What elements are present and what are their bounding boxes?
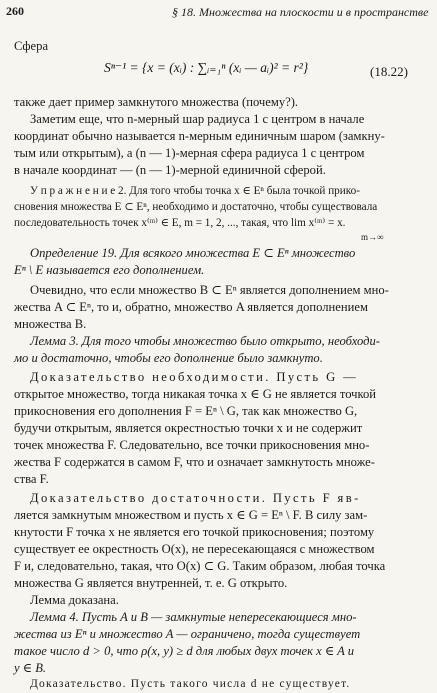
text-line: множества B.	[14, 317, 87, 331]
text-line: существует ее окрестность O(x), не пересекающаяся с множеством	[14, 542, 375, 556]
text-line: также дает пример замкнутого множества (почему?).	[14, 95, 299, 109]
text-line: ства F.	[14, 472, 49, 486]
sphere-formula: Sⁿ⁻¹ = {x = (xᵢ) : ∑ᵢ₌₁ⁿ (xᵢ — aᵢ)² = r²}	[104, 60, 309, 75]
sphere-label: Сфера	[14, 39, 49, 53]
exercise-line: последовательность точек x⁽ᵐ⁾ ∈ E, m = 1, 2, ..., такая, что lim x⁽ᵐ⁾ = x.	[14, 217, 346, 229]
text-line: координат обычно называется n-мерным единичным шаром (замкну-	[14, 129, 385, 143]
running-title: § 18. Множества на плоскости и в пространстве	[172, 5, 429, 19]
text-line: Лемма доказана.	[30, 593, 119, 607]
text-line: открытое множество, тогда никакая точка x ∈ G не является точкой	[14, 387, 377, 401]
lemma-line: Лемма 4. Пусть A и B — замкнутые непересекающиеся мно-	[30, 610, 357, 624]
text-line: Доказательство. Пусть такого числа d не существует.	[30, 678, 351, 690]
text-line: Очевидно, что если множество B ⊂ Eⁿ является дополнением мно-	[30, 283, 389, 297]
text-line: ляется замкнутым множеством и пусть x ∈ G = Eⁿ \ F. В силу зам-	[14, 508, 368, 522]
text-line: жества A ⊂ Eⁿ, то и, обратно, множество A является дополнением	[14, 300, 368, 314]
page-number: 260	[6, 4, 24, 18]
lemma-line: y ∈ B.	[14, 661, 47, 675]
text-line: кнутости F точка x не является его точкой прикосновения; поэтому	[14, 525, 375, 539]
proof-heading-line: Доказательство достаточности. Пусть F яв-	[30, 491, 361, 505]
lemma-line: жества из Eⁿ и множество A — ограничено, тогда существует	[14, 627, 361, 641]
text-line: Заметим еще, что n-мерный шар радиуса 1 с центром в начале	[30, 112, 365, 126]
text-line: точек множества F. Следовательно, все точки прикосновения мно-	[14, 438, 370, 452]
text-line: в начале координат — (n — 1)-мерной единичной сферой.	[14, 163, 326, 177]
definition-line: Определение 19. Для всякого множества E ⊂ Eⁿ множество	[30, 246, 356, 260]
proof-heading-line: Доказательство необходимости. Пусть G —	[30, 370, 359, 384]
definition-line: Eⁿ \ E называется его дополнением.	[14, 263, 205, 277]
limit-subscript: m→∞	[361, 232, 384, 242]
text-line: F и, следовательно, такая, что O(x) ⊂ G. Таким образом, любая точка	[14, 559, 386, 573]
lemma-line: мо и достаточно, чтобы его дополнение было замкнуто.	[14, 351, 323, 365]
exercise-line: сновения множества E ⊂ Eⁿ, необходимо и достаточно, чтобы существовала	[14, 201, 378, 213]
lemma-line: Лемма 3. Для того чтобы множество было открыто, необходи-	[30, 334, 380, 348]
text-line: будучи открытым, является окрестностью точки x и не содержит	[14, 421, 363, 435]
text-line: жества F содержатся в самом F, что и означает замкнутость множе-	[14, 455, 375, 469]
lemma-line: такое число d > 0, что ρ(x, y) ≥ d для любых двух точек x ∈ A и	[14, 644, 355, 658]
text-line: прикосновения его дополнения F = Eⁿ \ G, так как множество G,	[14, 404, 358, 418]
text-line: тым или открытым), а (n — 1)-мерная сфера радиуса 1 с центром	[14, 146, 365, 160]
exercise-line: У п р а ж н е н и е 2. Для того чтобы точка x ∈ Eⁿ была точкой прико-	[30, 185, 360, 197]
text-line: множества G является внутренней, т. е. G открыто.	[14, 576, 288, 590]
equation-number: (18.22)	[370, 64, 408, 79]
